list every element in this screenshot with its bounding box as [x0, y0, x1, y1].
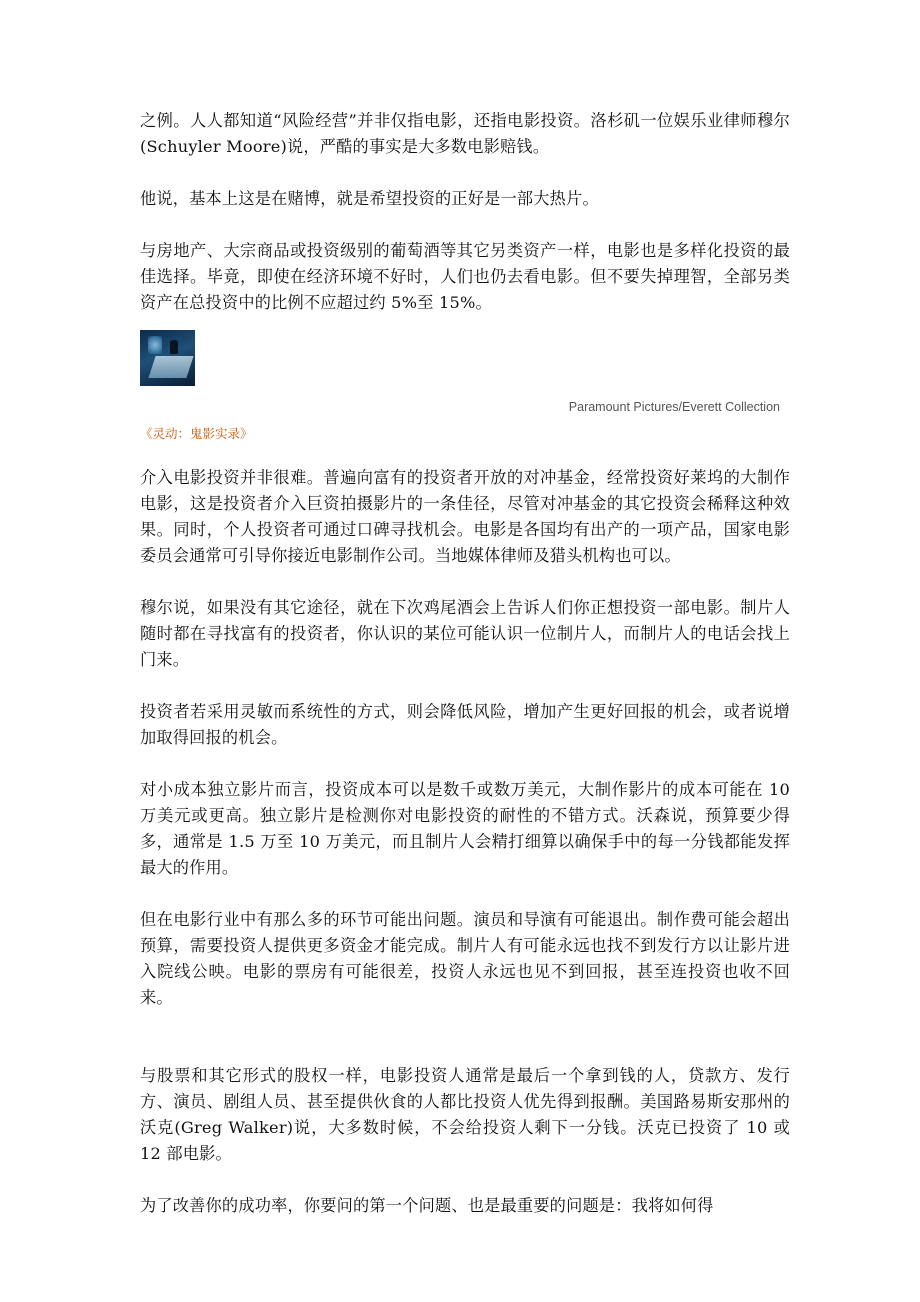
paragraph: 与房地产、大宗商品或投资级别的葡萄酒等其它另类资产一样，电影也是多样化投资的最佳选择。毕竟，即使在经济环境不好时，人们也仍去看电影。但不要失掉理智，全部另类资产在总投资中的比例不应超过约 5%至 15%。: [140, 241, 790, 312]
paragraph: 对小成本独立影片而言，投资成本可以是数千或数万美元，大制作影片的成本可能在 10 万美元或更高。独立影片是检测你对电影投资的耐性的不错方式。沃森说，预算要少得多，通常是 1.5 万至 10 万美元，而且制片人会精打细算以确保手中的每一分钱都能发挥最大的作用。: [140, 780, 790, 877]
paragraph: 他说，基本上这是在赌博，就是希望投资的正好是一部大热片。: [140, 189, 599, 208]
photo-credit: Paramount Pictures/Everett Collection: [568, 400, 780, 414]
paragraph: 穆尔说，如果没有其它途径，就在下次鸡尾酒会上告诉人们你正想投资一部电影。制片人随时都在寻找富有的投资者，你认识的某位可能认识一位制片人，而制片人的电话会找上门来。: [140, 598, 790, 669]
article-body: [140, 465, 790, 1219]
photo-caption: 《灵动：鬼影实录》: [140, 426, 253, 441]
paragraph: 与股票和其它形式的股权一样，电影投资人通常是最后一个拿到钱的人，贷款方、发行方、演员、剧组人员、甚至提供伙食的人都比投资人优先得到报酬。美国路易斯安那州的沃克(Greg Walker)说，大多数时候，不会给投资人剩下一分钱。沃克已投资了 10 或 12 部电影。: [140, 1066, 790, 1163]
paragraph: 投资者若采用灵敏而系统性的方式，则会降低风险，增加产生更好回报的机会，或者说增加取得回报的机会。: [140, 702, 790, 747]
paragraph: 介入电影投资并非很难。普遍向富有的投资者开放的对冲基金，经常投资好莱坞的大制作电影，这是投资者介入巨资拍摄影片的一条佳径，尽管对冲基金的其它投资会稀释这种效果。同时，个人投资者可通过口碑寻找机会。电影是各国均有出产的一项产品，国家电影委员会通常可引导你接近电影制作公司。当地媒体律师及猎头机构也可以。: [140, 468, 790, 565]
paragraph: 但在电影行业中有那么多的环节可能出问题。演员和导演有可能退出。制作费可能会超出预算，需要投资人提供更多资金才能完成。制片人有可能永远也找不到发行方以让影片进入院线公映。电影的票房有可能很差，投资人永远也见不到回报，甚至连投资也收不回来。: [140, 910, 790, 1007]
paragraph: 为了改善你的成功率，你要问的第一个问题、也是最重要的问题是：我将如何得: [140, 1196, 714, 1215]
paragraph: 之例。人人都知道“风险经营”并非仅指电影，还指电影投资。洛杉矶一位娱乐业律师穆尔(Schuyler Moore)说，严酷的事实是大多数电影赔钱。: [140, 111, 790, 156]
article-top: [140, 108, 790, 316]
movie-still-image: [140, 330, 195, 386]
